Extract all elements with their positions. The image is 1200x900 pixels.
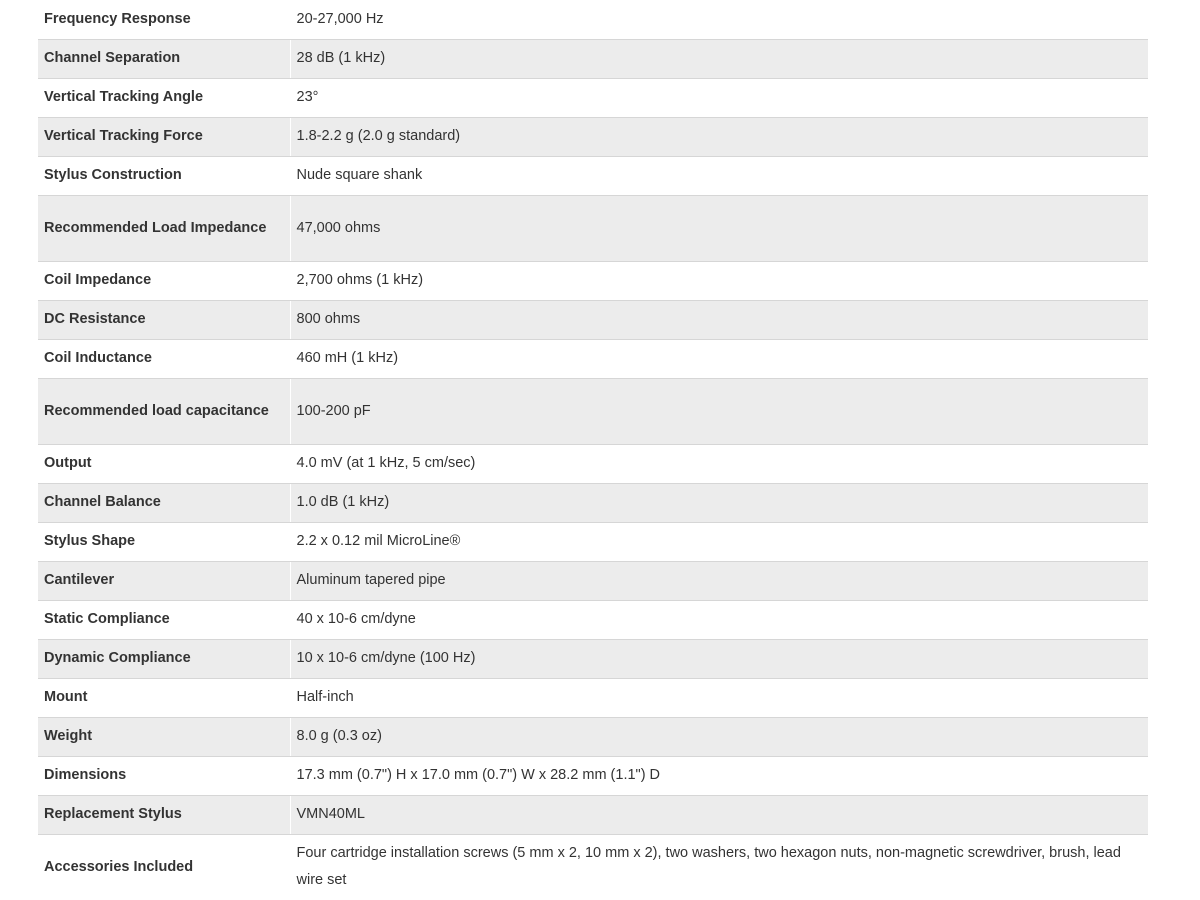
spec-label: Stylus Construction [38,156,290,195]
spec-row-replacement-stylus [38,795,1148,834]
spec-label: Vertical Tracking Angle [38,78,290,117]
spec-row-recommended-load-impedance [38,195,1148,261]
spec-label: DC Resistance [38,300,290,339]
spec-value: 10 x 10-6 cm/dyne (100 Hz) [290,639,1148,678]
spec-label: Channel Balance [38,483,290,522]
spec-row-static-compliance [38,600,1148,639]
spec-value: 2,700 ohms (1 kHz) [290,261,1148,300]
spec-row-mount [38,678,1148,717]
spec-value: 17.3 mm (0.7") H x 17.0 mm (0.7") W x 28.2 mm (1.1") D [290,756,1148,795]
spec-label: Accessories Included [38,834,290,900]
spec-value: 100-200 pF [290,378,1148,444]
spec-row-weight [38,717,1148,756]
spec-row-cantilever [38,561,1148,600]
spec-row-dynamic-compliance [38,639,1148,678]
spec-row-accessories-included [38,834,1148,900]
spec-label: Frequency Response [38,0,290,39]
spec-value: Four cartridge installation screws (5 mm x 2, 10 mm x 2), two washers, two hexagon nuts, non-magnetic screwdriver, brush, lead wire set [290,834,1148,900]
spec-value: Aluminum tapered pipe [290,561,1148,600]
spec-value: 47,000 ohms [290,195,1148,261]
spec-label: Channel Separation [38,39,290,78]
spec-value: 40 x 10-6 cm/dyne [290,600,1148,639]
spec-row-dimensions [38,756,1148,795]
spec-label: Dynamic Compliance [38,639,290,678]
spec-row-vertical-tracking-force [38,117,1148,156]
spec-row-frequency-response [38,0,1148,39]
spec-label: Weight [38,717,290,756]
spec-label: Cantilever [38,561,290,600]
spec-label: Stylus Shape [38,522,290,561]
spec-value: 2.2 x 0.12 mil MicroLine® [290,522,1148,561]
spec-value: 20-27,000 Hz [290,0,1148,39]
spec-row-coil-inductance [38,339,1148,378]
spec-label: Coil Inductance [38,339,290,378]
spec-row-channel-separation [38,39,1148,78]
spec-label: Dimensions [38,756,290,795]
spec-label: Coil Impedance [38,261,290,300]
spec-value: 28 dB (1 kHz) [290,39,1148,78]
spec-label: Recommended load capacitance [38,378,290,444]
spec-row-stylus-construction [38,156,1148,195]
spec-row-coil-impedance [38,261,1148,300]
spec-row-vertical-tracking-angle [38,78,1148,117]
spec-value: 1.0 dB (1 kHz) [290,483,1148,522]
spec-value: 4.0 mV (at 1 kHz, 5 cm/sec) [290,444,1148,483]
spec-label: Replacement Stylus [38,795,290,834]
spec-value: 8.0 g (0.3 oz) [290,717,1148,756]
spec-value: 1.8-2.2 g (2.0 g standard) [290,117,1148,156]
spec-label: Recommended Load Impedance [38,195,290,261]
spec-row-recommended-load-capacitance [38,378,1148,444]
spec-value: VMN40ML [290,795,1148,834]
spec-value: 800 ohms [290,300,1148,339]
spec-row-channel-balance [38,483,1148,522]
spec-label: Static Compliance [38,600,290,639]
spec-value: Nude square shank [290,156,1148,195]
spec-row-stylus-shape [38,522,1148,561]
spec-label: Output [38,444,290,483]
spec-value: 23° [290,78,1148,117]
spec-value: 460 mH (1 kHz) [290,339,1148,378]
spec-row-dc-resistance [38,300,1148,339]
spec-label: Mount [38,678,290,717]
spec-row-output [38,444,1148,483]
specifications-table [38,0,1148,900]
spec-label: Vertical Tracking Force [38,117,290,156]
spec-value: Half-inch [290,678,1148,717]
